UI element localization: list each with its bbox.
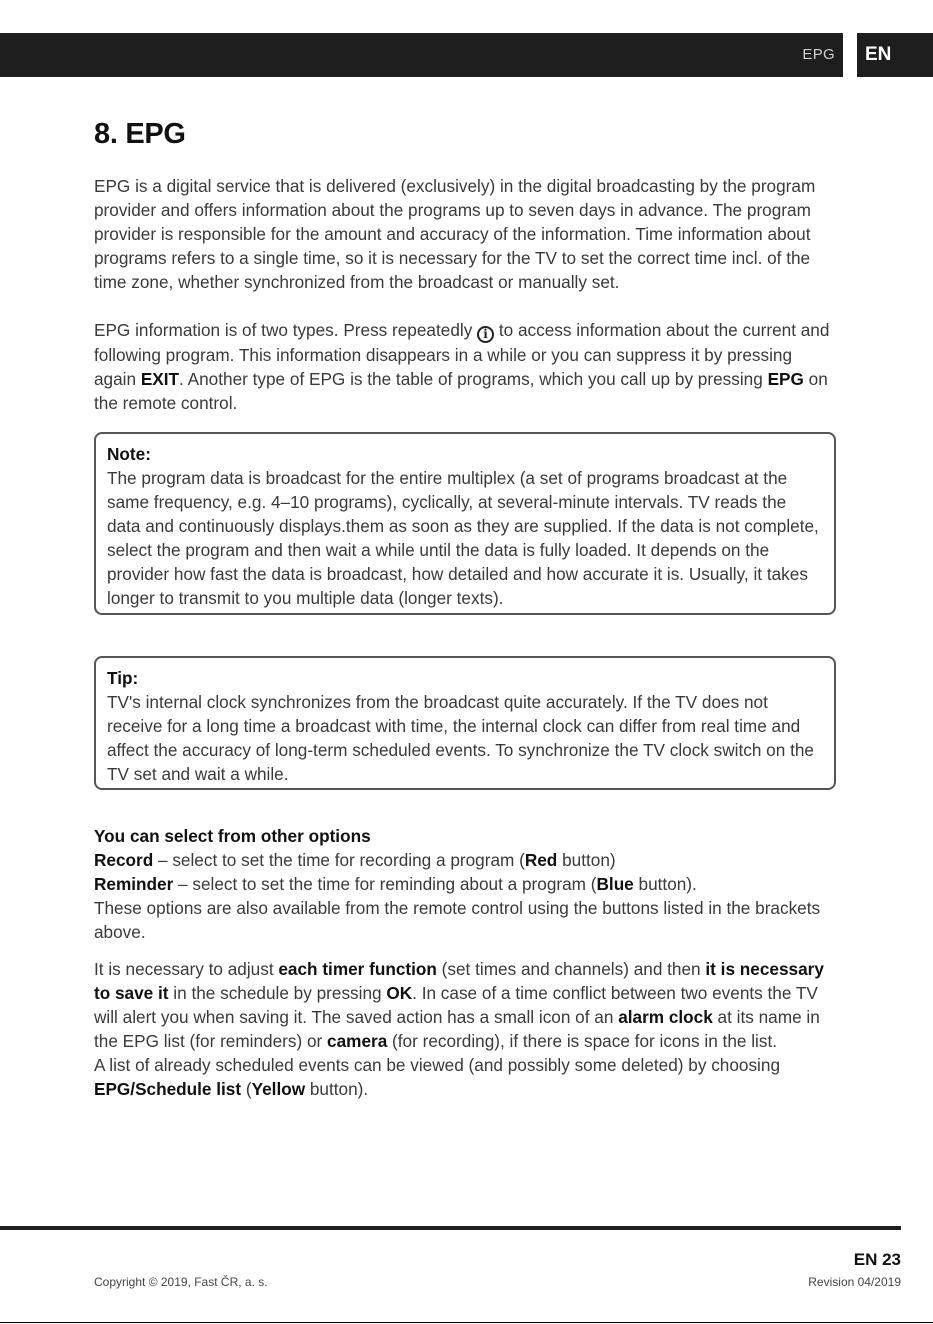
page-title: 8. EPG [94,118,186,150]
header-bar [0,33,843,77]
note-title: Note: [107,444,151,464]
exit-key-label: EXIT [140,369,180,389]
tip-text: TV's internal clock synchronizes from the broadcast quite accurately. If the TV does not receive for a long time a broadcast with time, the internal clock can differ from real time and affect the accuracy of long-term scheduled events. To synchronize the TV clock switch on the TV set and wait a while. [107,692,814,784]
ok-key-label: OK [386,983,413,1003]
text-span: to access information about the current and following program. This information disappears in a while or you can suppress it by pressing again [94,320,830,389]
text-span: button) [557,850,616,870]
text-span: button). [633,874,697,894]
copyright: Copyright © 2019, Fast ČR, a. s. [94,1275,268,1289]
options-note: These options are also available from the remote control using the buttons listed in the brackets above. [94,898,821,942]
yellow-key-label: Yellow [251,1079,306,1099]
reminder-label: Reminder [94,874,174,894]
intro-paragraph: EPG is a digital service that is delivered (exclusively) in the digital broadcasting by the program provider and offers information about the programs up to seven days in advance. The program provider is responsible for the amount and accuracy of the information. Time information about programs refers to a single time, so it is necessary for the TV to set the correct time incl. of the time zone, whether synchronized from the broadcast or manually set. [94,176,816,292]
revision: Revision 04/2019 [808,1275,901,1289]
blue-key-label: Blue [596,874,634,894]
timer-paragraph [94,957,838,1053]
text-span: (for recording), if there is space for icons in the list. [387,1031,778,1051]
page-number: EN 23 [853,1250,901,1269]
reminder-option [94,872,838,896]
intro-section [94,174,838,294]
text-span: on the remote control. [94,369,828,413]
info-button-icon: i [477,326,494,343]
record-label: Record [94,850,154,870]
text-span: . Another type of EPG is the table of programs, which you call up by pressing [179,369,768,389]
red-key-label: Red [524,850,558,870]
bold-text: each timer function [278,959,437,979]
text-span: in the schedule by pressing [168,983,387,1003]
options-heading [94,824,838,848]
bold-text: camera [327,1031,388,1051]
epg-types-section [94,318,838,415]
bold-text: alarm clock [618,1007,713,1027]
tip-box [94,656,836,790]
bold-text: EPG/Schedule list [94,1079,242,1099]
footer-rule [0,1226,901,1230]
language-badge: EN [857,33,933,77]
text-span: It is necessary to adjust [94,959,279,979]
text-span: – select to set the time for recording a program ( [153,850,525,870]
record-option [94,848,838,872]
note-text: The program data is broadcast for the entire multiplex (a set of programs broadcast at the same frequency, e.g. 4–10 programs), cyclically, at several-minute intervals. TV reads the data and continuously displays.them as soon as they are supplied. If the data is not complete, select the program and then wait a while until the data is fully loaded. It depends on the provider how fast the data is broadcast, how detailed and how accurate it is. Usually, it takes longer to transmit to you multiple data (longer texts). [107,468,819,608]
bold-text: it is necessary to save it [94,959,824,1003]
text-span: button). [305,1079,369,1099]
timer-section [94,957,838,1101]
schedule-list-paragraph [94,1053,838,1101]
text-span: . In case of a time conflict between two events the TV will alert you when saving it. The saved action has a small icon of an [94,983,818,1027]
options-heading-text: You can select from other options [94,826,371,846]
header-section-label: EPG [802,46,835,63]
note-box [94,432,836,615]
text-span: at its name in the EPG list (for reminders) or [94,1007,820,1051]
text-span: (set times and channels) and then [436,959,706,979]
tip-title: Tip: [107,668,139,688]
text-span: ( [241,1079,252,1099]
text-span: A list of already scheduled events can be viewed (and possibly some deleted) by choosing [94,1055,780,1075]
epg-types-paragraph [94,318,838,415]
text-span: EPG information is of two types. Press repeatedly [94,320,478,340]
epg-key-label: EPG [767,369,804,389]
bottom-edge-line [0,1322,933,1323]
options-section [94,824,838,944]
text-span: – select to set the time for reminding about a program ( [173,874,597,894]
